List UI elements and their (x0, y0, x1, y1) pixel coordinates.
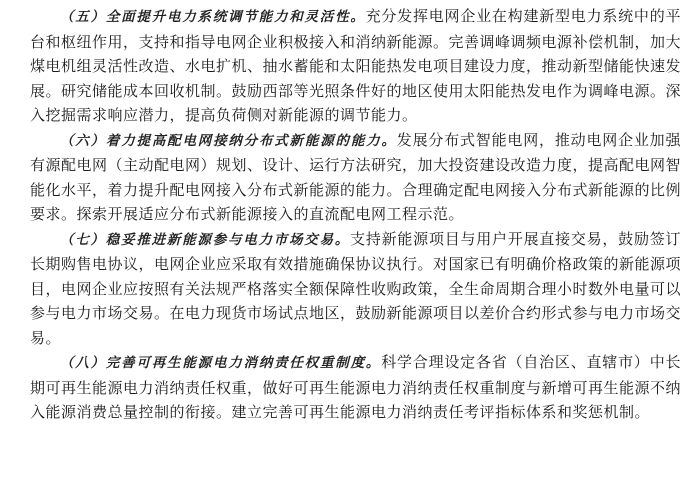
paragraph-7 (30, 227, 681, 351)
paragraph-5 (30, 4, 681, 128)
paragraph-5-text: 充分发挥电网企业在构建新型电力系统中的平台和枢纽作用，支持和指导电网企业积极接入和消纳新能源。完善调峰调频电源补偿机制，加大煤电机组灵活性改造、水电扩机、抽水蓄能和太阳能热发电项目建设力度，推动新型储能快速发展。研究储能成本回收机制。鼓励西部等光照条件好的地区使用太阳能热发电作为调峰电源。深入挖掘需求响应潜力，提高负荷侧对新能源的调节能力。 (30, 7, 682, 124)
paragraph-7-text: 支持新能源项目与用户开展直接交易，鼓励签订长期购售电协议，电网企业应采取有效措施确保协议执行。对国家已有明确价格政策的新能源项目，电网企业应按照有关法规严格落实全额保障性收购政策，全生命周期合理小时数外电量可以参与电力市场交易。在电力现货市场试点地区，鼓励新能源项目以差价合约形式参与电力市场交易。 (30, 229, 682, 347)
paragraph-5-heading: （五）全面提升电力系统调节能力和灵活性。 (60, 9, 366, 25)
paragraph-8 (30, 350, 681, 425)
paragraph-7-heading: （七）稳妥推进新能源参与电力市场交易。 (60, 231, 351, 248)
paragraph-6-text: 发展分布式智能电网，推动电网企业加强有源配电网（主动配电网）规划、设计、运行方法研究，加大投资建设改造力度，提高配电网智能化水平，着力提升配电网接入分布式新能源的能力。合理确定配电网接入分布式新能源的比例要求。探索开展适应分布式新能源接入的直流配电网工程示范。 (30, 130, 682, 223)
paragraph-6 (30, 128, 681, 227)
paragraph-6-heading: （六）着力提高配电网接纳分布式新能源的能力。 (60, 132, 397, 149)
paragraph-8-heading: （八）完善可再生能源电力消纳责任权重制度。 (60, 355, 382, 371)
paragraph-8-text: 科学合理设定各省（自治区、直辖市）中长期可再生能源电力消纳责任权重，做好可再生能源电力消纳责任权重制度与新增可再生能源不纳入能源消费总量控制的衔接。建立完善可再生能源电力消纳责任考评指标体系和奖惩机制。 (30, 353, 682, 421)
